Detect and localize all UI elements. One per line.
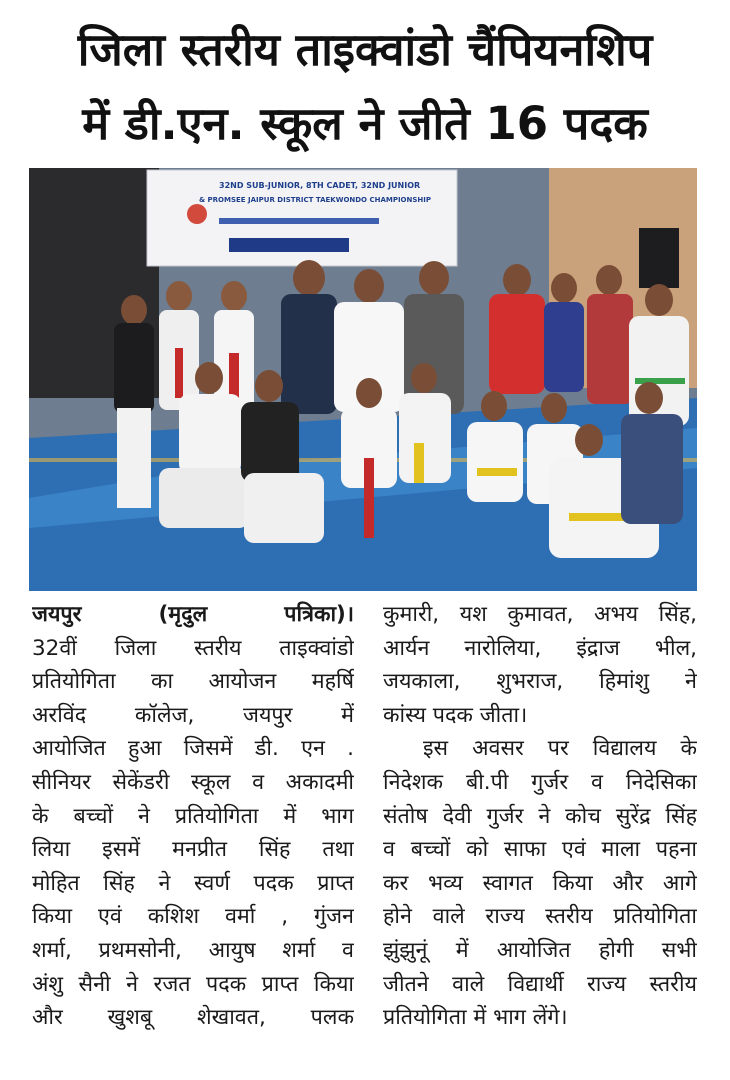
article-line: किया एवं कशिश वर्मा , गुंजन [32,904,354,930]
article-line: इस अवसर पर विद्यालय के [423,736,697,762]
article-line: संतोष देवी गुर्जर ने कोच सुरेंद्र सिंह [383,803,697,829]
article-line: जीतने वाले विद्यार्थी राज्य स्तरीय [383,971,697,997]
article-line: अरविंद कॉलेज, जयपुर में [32,702,354,728]
article-line: अंशु सैनी ने रजत पदक प्राप्त किया [32,971,354,997]
article-line: के बच्चों ने प्रतियोगिता में भाग [32,803,354,829]
article-line: कुमारी, यश कुमावत, अभय सिंह, [383,602,697,627]
article-line: आयोजित हुआ जिसमें डी. एन . [32,736,354,762]
article-line: निदेशक बी.पी गुर्जर व निदेसिका [383,769,697,795]
article-line: शर्मा, प्रथमसोनी, आयुष शर्मा व [32,937,354,963]
banner-title-band [229,238,349,252]
headline-line-2: में डी.एन. स्कूल ने जीते 16 पदक [82,97,648,150]
banner-strip [219,218,379,224]
article-left-column [32,598,354,1035]
headline-line-1: जिला स्तरीय ताइक्वांडो चैंपियनशिप [77,23,653,76]
article-right-column [383,598,697,1035]
article-dateline: जयपुर (मृदुल पत्रिका)। [32,602,354,627]
article-line: व बच्चों को साफा एवं माला पहना [383,837,697,863]
article-line: और खुशबू शेखावत, पलक [32,1005,354,1031]
banner-text-2: & PROMSEE JAIPUR DISTRICT TAEKWONDO CHAMPIONSHIP [199,196,432,204]
article-line: कर भव्य स्वागत किया और आगे [383,870,697,896]
article-line: 32वीं जिला स्तरीय ताइक्वांडो [32,635,354,661]
article-line: प्रतियोगिता का आयोजन महर्षि [32,669,354,695]
speaker [639,228,679,288]
article-line: आर्यन नारोलिया, इंद्राज भील, [383,635,697,661]
article-line: जयकाला, शुभराज, हिमांशु ने [383,669,697,695]
article-line: प्रतियोगिता में भाग लेंगे। [383,1005,568,1031]
article-line: लिया इसमें मनप्रीत सिंह तथा [32,837,354,863]
article-line: होने वाले राज्य स्तरीय प्रतियोगिता [383,904,697,930]
banner-text-1: 32ND SUB-JUNIOR, 8TH CADET, 32ND JUNIOR [219,181,421,190]
article-line: कांस्य पदक जीता। [383,702,528,728]
group-photo-illustration [29,168,697,591]
banner-logo-icon [187,204,207,224]
article-line: झुंझुनूं में आयोजित होगी सभी [383,937,697,963]
news-photo [29,168,697,591]
article-line: सीनियर सेकेंडरी स्कूल व अकादमी [32,769,354,795]
article-line: मोहित सिंह ने स्वर्ण पदक प्राप्त [32,870,354,896]
